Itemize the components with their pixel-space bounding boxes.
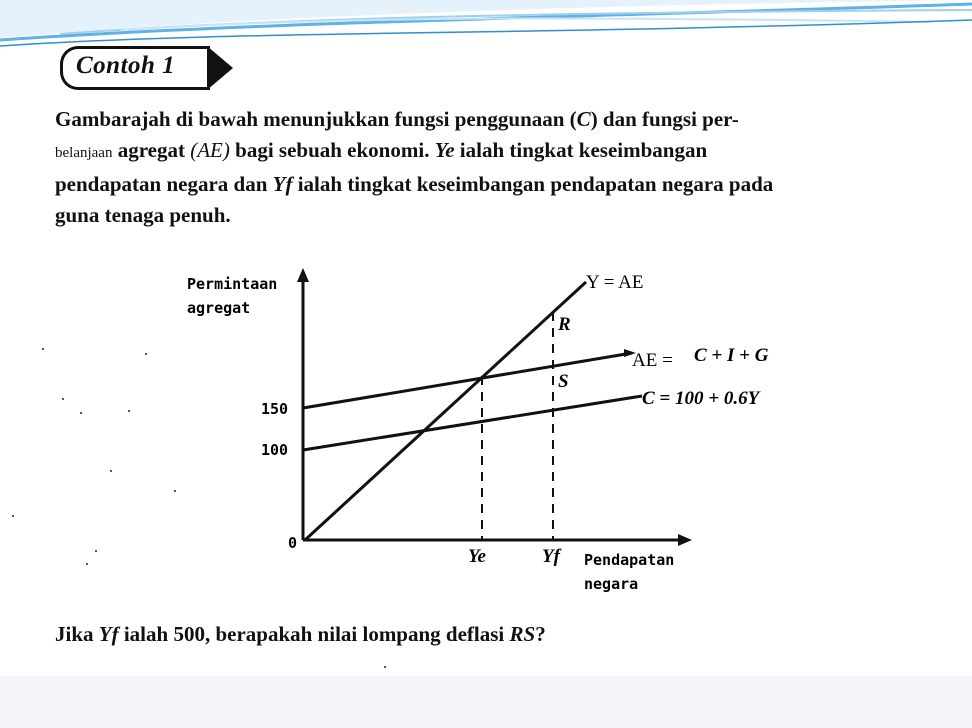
y-axis-label-line2: agregat	[187, 299, 251, 317]
problem-paragraph	[55, 104, 970, 231]
y-axis-label-line1: Permintaan	[187, 275, 278, 293]
point-r-label: R	[558, 314, 571, 335]
label-ae-right: C + I + G	[694, 345, 769, 366]
tick-label-100: 100	[261, 441, 289, 459]
x-axis-arrowhead	[678, 534, 692, 546]
top-swoosh-decoration	[0, 0, 972, 48]
label-consumption: C = 100 + 0.6Y	[642, 388, 760, 409]
text-run: Jika	[55, 622, 99, 646]
text-run: ialah 500, berapakah nilai lompang deflasi	[118, 622, 510, 646]
scan-speck	[145, 353, 147, 355]
paragraph-line-2	[55, 135, 970, 169]
label-ae-left: AE =	[632, 350, 673, 371]
text-run: ialah tingkat keseimbangan pendapatan negara pada	[292, 172, 774, 196]
scan-speck	[95, 550, 97, 552]
tick-label-ye: Ye	[468, 546, 486, 567]
text-run: ialah tingkat keseimbangan	[454, 138, 708, 162]
x-axis-label-line1: Pendapatan	[584, 551, 675, 569]
scan-speck	[80, 412, 82, 414]
tick-label-150: 150	[261, 400, 289, 418]
heading-arrow	[207, 46, 233, 90]
scan-speck	[62, 398, 64, 400]
income-expenditure-diagram	[170, 262, 820, 602]
scan-speck	[384, 666, 386, 668]
bottom-band	[0, 676, 972, 728]
scan-speck	[42, 348, 44, 350]
question-text	[55, 622, 546, 647]
text-run: ) dan fungsi per-	[590, 107, 739, 131]
text-run: (AE)	[190, 138, 230, 162]
text-run: Yf	[272, 172, 293, 196]
text-run: Gambarajah di bawah menunjukkan fungsi penggunaan (	[55, 107, 577, 131]
text-run: guna tenaga penuh.	[55, 203, 231, 227]
origin-label: 0	[288, 534, 298, 552]
line-ae	[303, 353, 632, 408]
text-run: pendapatan negara dan	[55, 172, 273, 196]
point-s-label: S	[558, 371, 569, 392]
tick-label-yf: Yf	[542, 546, 560, 567]
paragraph-line-4	[55, 200, 970, 231]
x-axis-label-line2: negara	[584, 575, 639, 593]
paragraph-line-3	[55, 169, 970, 200]
line-consumption	[303, 396, 642, 450]
text-run: RS	[509, 622, 536, 646]
text-run: agregat	[112, 138, 191, 162]
heading-title: Contoh 1	[76, 52, 176, 79]
text-run: belanjaan	[55, 145, 113, 161]
label-y-equals-ae: Y = AE	[586, 272, 644, 293]
scan-speck	[174, 490, 176, 492]
text-run: C	[576, 107, 591, 131]
text-run: Yf	[98, 622, 119, 646]
paragraph-line-1	[55, 104, 970, 135]
scan-speck	[110, 470, 112, 472]
scan-speck	[128, 410, 130, 412]
text-run: ?	[535, 622, 546, 646]
scan-speck	[12, 515, 14, 517]
scan-speck	[86, 563, 88, 565]
text-run: bagi sebuah ekonomi.	[229, 138, 435, 162]
text-run: Ye	[434, 138, 455, 162]
y-axis-arrowhead	[297, 268, 309, 282]
